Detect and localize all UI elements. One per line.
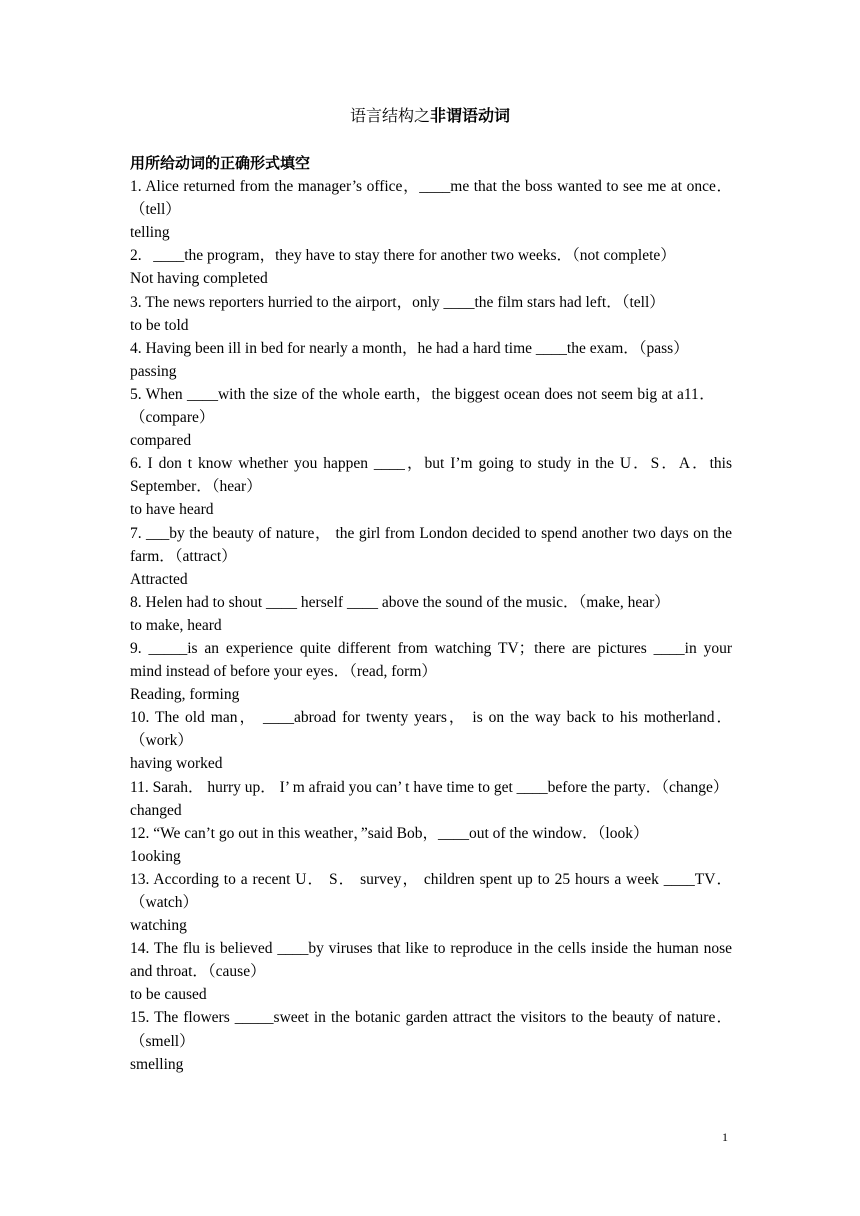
answer-13: watching xyxy=(130,917,187,935)
title-bold: 非谓语动词 xyxy=(430,108,511,125)
question-4: 4. Having been ill in bed for nearly a month，he had a hard time ____the exam．（pass） xyxy=(130,339,689,357)
answer-1: telling xyxy=(130,224,170,242)
title-prefix: 语言结构之 xyxy=(349,108,430,125)
answer-9: Reading, forming xyxy=(130,686,240,704)
question-12: 12. “We can’t go out in this weather，”said Bob，____out of the window．（look） xyxy=(130,824,649,842)
answer-11: changed xyxy=(130,801,182,819)
answer-6: to have heard xyxy=(130,501,214,519)
answer-7: Attracted xyxy=(130,570,188,588)
answer-5: compared xyxy=(130,432,192,450)
question-7: 7. ___by the beauty of nature， the girl from London decided to spend another two days on the farm．（attract） xyxy=(130,524,732,565)
answer-4: passing xyxy=(130,362,177,380)
answer-15: smelling xyxy=(130,1055,184,1073)
question-10: 10. The old man， ____abroad for twenty years， is on the way back to his motherland．（work） xyxy=(130,709,732,750)
question-6: 6. I don t know whether you happen ____，but I’m going to study in the U．S．A．this September．（hear） xyxy=(130,455,732,496)
instruction: 用所给动词的正确形式填空 xyxy=(130,154,311,172)
question-15: 15. The flowers _____sweet in the botanic garden attract the visitors to the beauty of nature．（smell） xyxy=(130,1009,732,1050)
answer-8: to make, heard xyxy=(130,616,222,634)
answer-14: to be caused xyxy=(130,986,207,1004)
page-number: 1 xyxy=(722,1130,728,1144)
question-3: 3. The news reporters hurried to the airport，only ____the film stars had left．（tell） xyxy=(130,293,665,311)
question-list xyxy=(130,175,732,1076)
answer-2: Not having completed xyxy=(130,270,268,288)
page-title xyxy=(0,106,860,128)
question-13: 13. According to a recent U． S． survey， children spent up to 25 hours a week ____TV．（watch） xyxy=(130,870,732,911)
question-8: 8. Helen had to shout ____ herself ____ above the sound of the music．（make, hear） xyxy=(130,593,670,611)
answer-3: to be told xyxy=(130,316,189,334)
question-14: 14. The flu is believed ____by viruses that like to reproduce in the cells inside the human nose and throat．（cause） xyxy=(130,940,732,981)
question-2: 2. ____the program，they have to stay there for another two weeks．（not complete） xyxy=(130,247,676,265)
question-1: 1. Alice returned from the manager’s office，____me that the boss wanted to see me at once．（tell） xyxy=(130,178,732,219)
question-5: 5. When ____with the size of the whole earth，the biggest ocean does not seem big at a11． （compare） xyxy=(130,385,732,427)
exercise-content xyxy=(130,152,732,1076)
question-9: 9. _____is an experience quite different from watching TV；there are pictures ____in your mind instead of before your eyes．（read, form） xyxy=(130,639,732,681)
answer-10: having worked xyxy=(130,755,223,773)
answer-12: 1ooking xyxy=(130,847,181,865)
question-11: 11. Sarah． hurry up． I’ m afraid you can’ t have time to get ____before the party．（change） xyxy=(130,778,729,796)
